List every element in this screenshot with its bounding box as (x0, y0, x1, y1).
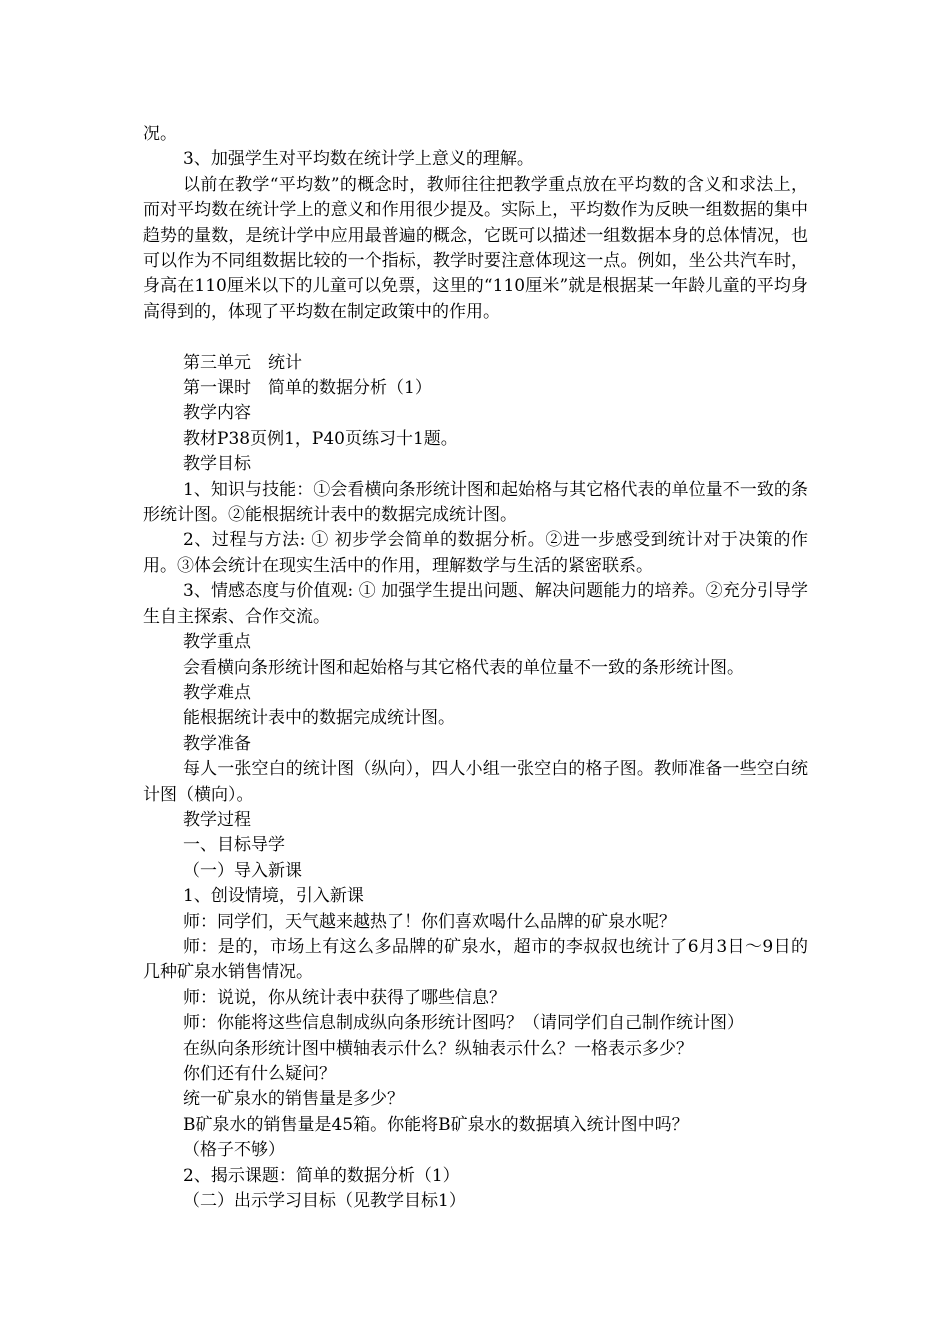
heading-teaching-content: 教学内容 (183, 403, 251, 424)
heading-preparation: 教学准备 (183, 733, 251, 754)
preparation-text: 每人一张空白的统计图（纵向），四人小组一张空白的格子图。教师准备一些空白统计图（横向）。 (143, 759, 808, 805)
answer-line: （格子不够） (183, 1140, 285, 1161)
question-line: 你们还有什么疑问？ (183, 1064, 336, 1085)
paragraph-point-3: 3、加强学生对平均数在统计学上意义的理解。 (183, 149, 534, 170)
difficulties-text: 能根据统计表中的数据完成统计图。 (183, 708, 455, 729)
teaching-content-text: 教材P38页例1，P40页练习十1题。 (183, 428, 458, 449)
heading-teaching-goals: 教学目标 (183, 454, 251, 475)
dialogue-line: 师：是的，市场上有这么多品牌的矿泉水，超市的李叔叔也统计了6月3日～9日的几种矿泉水销售情况。 (143, 936, 808, 983)
goal-knowledge-skills: 1、知识与技能：①会看横向条形统计图和起始格与其它格代表的单位量不一致的条形统计图。②能根据统计表中的数据完成统计图。 (143, 479, 808, 526)
dialogue-line: 师：你能将这些信息制成纵向条形统计图吗？（请同学们自己制作统计图） (183, 1013, 744, 1034)
heading-difficulties: 教学难点 (183, 682, 251, 703)
dialogue-line: 师：说说，你从统计表中获得了哪些信息？ (183, 987, 506, 1008)
process-step-2: 2、揭示课题：简单的数据分析（1） (183, 1165, 460, 1186)
question-line: 在纵向条形统计图中横轴表示什么？纵轴表示什么？一格表示多少？ (183, 1038, 693, 1059)
question-line: 统一矿泉水的销售量是多少？ (183, 1089, 404, 1110)
dialogue-line: 师：同学们，天气越来越热了！你们喜欢喝什么品牌的矿泉水呢？ (183, 911, 676, 932)
document-body (143, 122, 808, 1214)
question-line: B矿泉水的销售量是45箱。你能将B矿泉水的数据填入统计图中吗？ (183, 1114, 689, 1135)
process-section-1: 一、目标导学 (183, 835, 285, 856)
process-subsection-2: （二）出示学习目标（见教学目标1） (183, 1191, 466, 1212)
goal-process-methods: 2、过程与方法: ① 初步学会简单的数据分析。②进一步感受到统计对于决策的作用。③体会统计在现实生活中的作用，理解数学与生活的紧密联系。 (143, 530, 808, 576)
lesson-title: 第一课时 简单的数据分析（1） (183, 378, 432, 399)
paragraph-continuation: 况。 (143, 124, 177, 144)
blank-line (143, 325, 808, 350)
goal-attitude-values: 3、情感态度与价值观: ① 加强学生提出问题、解决问题能力的培养。②充分引导学生自主探索、合作交流。 (143, 581, 808, 627)
heading-teaching-process: 教学过程 (183, 809, 251, 830)
unit-title: 第三单元 统计 (183, 352, 302, 373)
process-subsection-1: （一）导入新课 (183, 860, 302, 881)
key-points-text: 会看横向条形统计图和起始格与其它格代表的单位量不一致的条形统计图。 (183, 657, 744, 678)
paragraph-average-explanation: 以前在教学“平均数”的概念时，教师往往把教学重点放在平均数的含义和求法上，而对平均数在统计学上的意义和作用很少提及。实际上，平均数作为反映一组数据的集中趋势的量数，是统计学中应用最普遍的概念，它既可以描述一组数据本身的总体情况，也可以作为不同组数据比较的一个指标，教学时要注意体现这一点。例如，坐公共汽车时，身高在110厘米以下的儿童可以免票，这里的“110厘米”就是根据某一年龄儿童的平均身高得到的，体现了平均数在制定政策中的作用。 (143, 174, 808, 322)
process-step-1: 1、创设情境，引入新课 (183, 886, 364, 907)
heading-key-points: 教学重点 (183, 632, 251, 653)
